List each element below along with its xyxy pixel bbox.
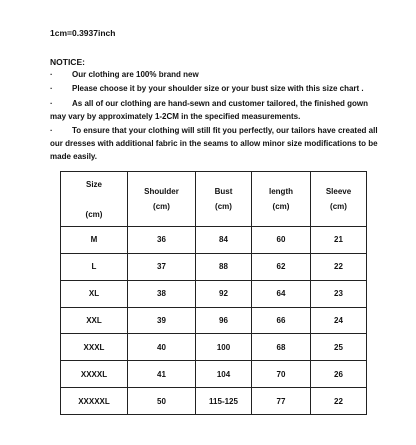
cell-size: XXXXXL: [61, 388, 128, 415]
cell-length: 70: [252, 361, 311, 388]
table-row: [61, 361, 367, 388]
bullet: ·: [50, 99, 53, 108]
cell-shoulder: 39: [128, 307, 196, 334]
cell-shoulder: 36: [128, 227, 196, 254]
cell-bust: 88: [196, 253, 252, 280]
cell-bust: 100: [196, 334, 252, 361]
cell-sleeve: 23: [311, 280, 367, 307]
cell-size: L: [61, 253, 128, 280]
table-row: [61, 307, 367, 334]
header-label: Size: [85, 179, 102, 189]
header-label: Sleeve: [325, 187, 352, 196]
header-label: Bust: [214, 187, 233, 196]
header-unit: (cm): [153, 202, 170, 211]
notice-text: To ensure that your clothing will still fit you perfectly, our tailors have created all our dresses with additional fabric in the seams to allow minor size modifications to be made easily.: [50, 126, 378, 161]
cell-bust: 84: [196, 227, 252, 254]
header-unit: (cm): [272, 202, 290, 211]
cell-sleeve: 24: [311, 307, 367, 334]
bullet: ·: [50, 84, 53, 93]
table-row: [61, 280, 367, 307]
cell-length: 66: [252, 307, 311, 334]
cell-size: XXXL: [61, 334, 128, 361]
bullet: ·: [50, 126, 53, 135]
cell-shoulder: 38: [128, 280, 196, 307]
cell-length: 77: [252, 388, 311, 415]
table-row: [61, 334, 367, 361]
cell-sleeve: 26: [311, 361, 367, 388]
cell-size: XXL: [61, 307, 128, 334]
cell-size: XXXXL: [61, 361, 128, 388]
table-row: [61, 388, 367, 415]
cell-shoulder: 41: [128, 361, 196, 388]
header-bust: [196, 172, 252, 227]
cell-shoulder: 50: [128, 388, 196, 415]
cell-length: 62: [252, 253, 311, 280]
header-label: Shoulder: [144, 187, 179, 196]
header-sleeve: [311, 172, 367, 227]
cell-length: 68: [252, 334, 311, 361]
notice-paragraph: [50, 82, 380, 95]
cell-sleeve: 21: [311, 227, 367, 254]
notice-text: Please choose it by your shoulder size or your bust size with this size chart .: [72, 84, 364, 93]
cell-bust: 96: [196, 307, 252, 334]
notice-paragraph: [50, 124, 380, 163]
header-unit: (cm): [85, 209, 103, 219]
cell-sleeve: 25: [311, 334, 367, 361]
size-chart-table: [60, 171, 367, 415]
header-length: [252, 172, 311, 227]
table-header-row: [61, 172, 367, 227]
notice-title: NOTICE:: [50, 57, 85, 67]
cell-bust: 115-125: [196, 388, 252, 415]
header-label: length: [269, 187, 293, 196]
header-size: [61, 172, 128, 227]
notice-paragraph: [50, 97, 380, 123]
cell-bust: 92: [196, 280, 252, 307]
cell-shoulder: 37: [128, 253, 196, 280]
cell-size: M: [61, 227, 128, 254]
table-row: [61, 227, 367, 254]
cell-shoulder: 40: [128, 334, 196, 361]
notice-text: As all of our clothing are hand-sewn and customer tailored, the finished gown may vary by approximately 1-2CM in the specified measurements.: [50, 99, 369, 121]
bullet: ·: [50, 70, 53, 79]
cell-length: 60: [252, 227, 311, 254]
cell-length: 64: [252, 280, 311, 307]
cell-sleeve: 22: [311, 388, 367, 415]
table-row: [61, 253, 367, 280]
cell-bust: 104: [196, 361, 252, 388]
notice-paragraph: [50, 68, 380, 81]
cell-size: XL: [61, 280, 128, 307]
header-unit: (cm): [215, 202, 232, 211]
cell-sleeve: 22: [311, 253, 367, 280]
header-unit: (cm): [330, 202, 347, 211]
notice-text: Our clothing are 100% brand new: [72, 70, 199, 79]
unit-conversion: 1cm=0.3937inch: [50, 28, 116, 38]
header-shoulder: [128, 172, 196, 227]
